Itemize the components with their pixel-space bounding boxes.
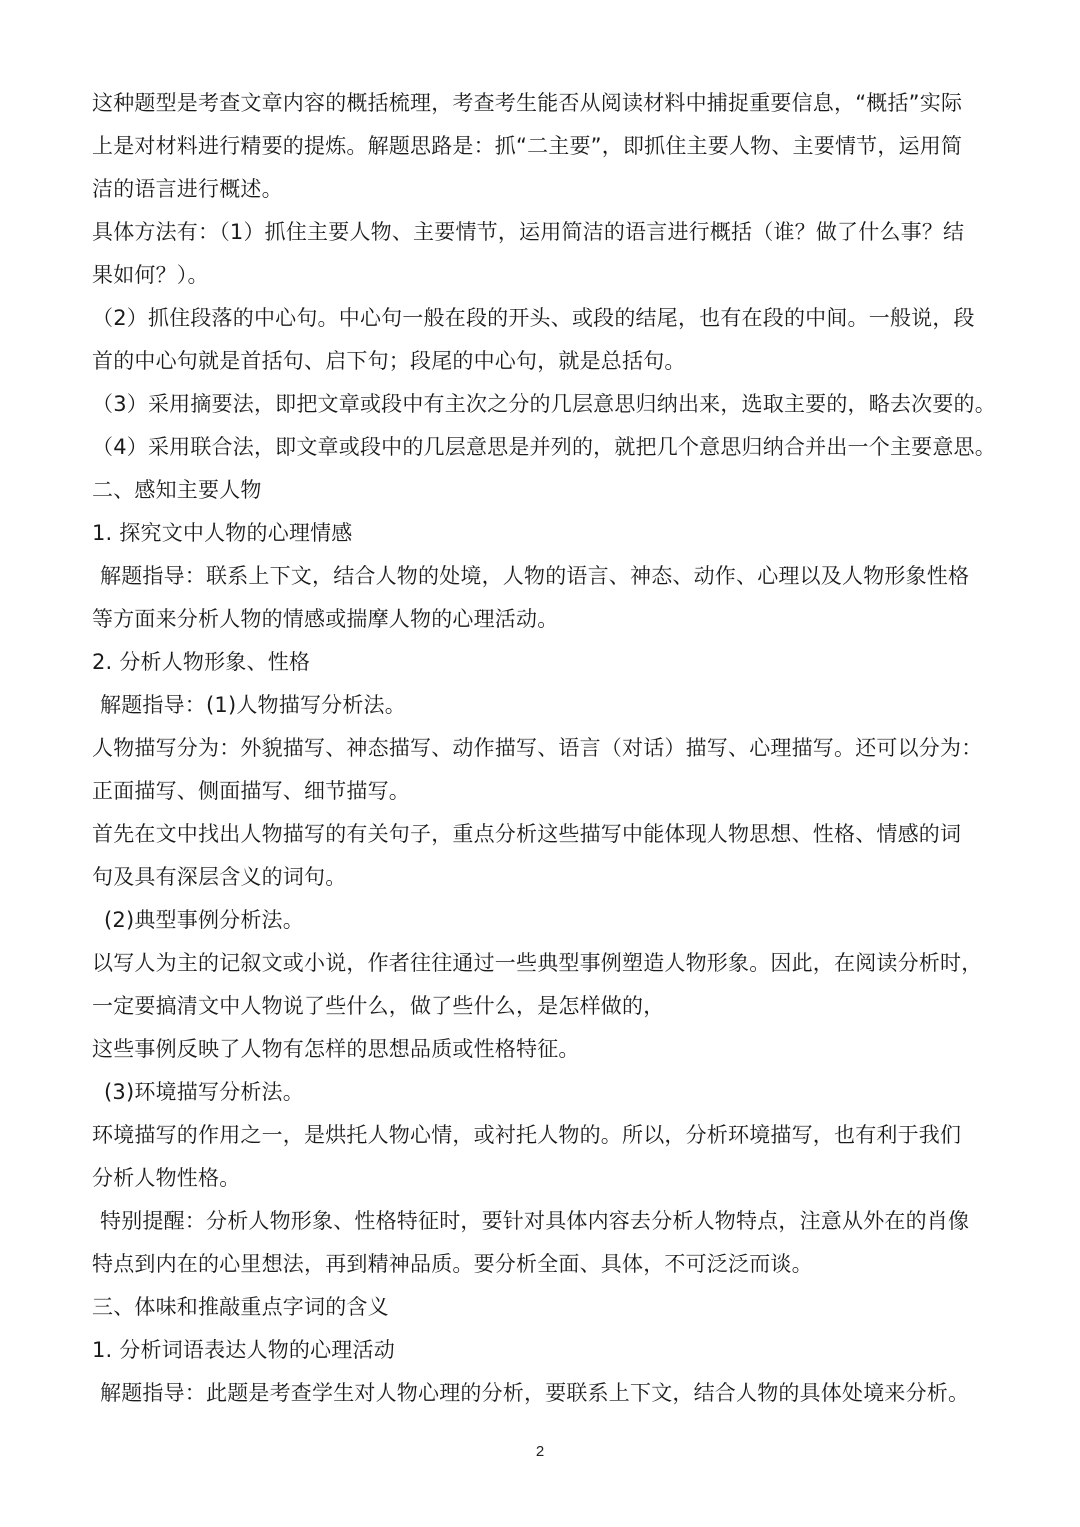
paragraph-line: （4）采用联合法，即文章或段中的几层意思是并列的，就把几个意思归纳合并出一个主要意思。 <box>92 435 996 459</box>
paragraph-line: 首先在文中找出人物描写的有关句子，重点分析这些描写中能体现人物思想、性格、情感的词 <box>92 822 962 846</box>
paragraph-line: 解题指导：此题是考查学生对人物心理的分析，要联系上下文，结合人物的具体处境来分析。 <box>100 1381 970 1405</box>
paragraph-line: （3）采用摘要法，即把文章或段中有主次之分的几层意思归纳出来，选取主要的，略去次要的。 <box>92 392 996 416</box>
section-heading: 二、感知主要人物 <box>92 478 262 502</box>
paragraph-line: 分析人物性格。 <box>92 1166 241 1190</box>
section-heading: 三、体味和推敲重点字词的含义 <box>92 1295 389 1319</box>
subsection-heading: 1. 分析词语表达人物的心理活动 <box>92 1338 395 1362</box>
paragraph-line: 特别提醒：分析人物形象、性格特征时，要针对具体内容去分析人物特点，注意从外在的肖像 <box>100 1209 970 1233</box>
paragraph-line: 以写人为主的记叙文或小说，作者往往通过一些典型事例塑造人物形象。因此，在阅读分析时， <box>92 951 983 975</box>
paragraph-line: (3)环境描写分析法。 <box>104 1080 304 1104</box>
paragraph-line: 果如何？）。 <box>92 263 209 287</box>
paragraph-line: 等方面来分析人物的情感或揣摩人物的心理活动。 <box>92 607 559 631</box>
paragraph-line: 上是对材料进行精要的提炼。解题思路是：抓“二主要”，即抓住主要人物、主要情节，运用简 <box>92 134 963 158</box>
document-body <box>92 82 996 1415</box>
paragraph-line: 人物描写分为：外貌描写、神态描写、动作描写、语言（对话）描写、心理描写。还可以分为： <box>92 736 983 760</box>
paragraph-line: 一定要搞清文中人物说了些什么，做了些什么，是怎样做的， <box>92 994 665 1018</box>
paragraph-line: 首的中心句就是首括句、启下句；段尾的中心句，就是总括句。 <box>92 349 686 373</box>
paragraph-line: (2)典型事例分析法。 <box>104 908 304 932</box>
page-number: 2 <box>535 1443 545 1460</box>
paragraph-line: 解题指导：(1)人物描写分析法。 <box>100 693 406 717</box>
paragraph-line: 这种题型是考查文章内容的概括梳理，考查考生能否从阅读材料中捕捉重要信息，“概括”实际 <box>92 91 963 115</box>
subsection-heading: 1. 探究文中人物的心理情感 <box>92 521 353 545</box>
paragraph-line: （2）抓住段落的中心句。中心句一般在段的开头、或段的结尾，也有在段的中间。一般说，段 <box>92 306 975 330</box>
subsection-heading: 2. 分析人物形象、性格 <box>92 650 311 674</box>
paragraph-line: 解题指导：联系上下文，结合人物的处境，人物的语言、神态、动作、心理以及人物形象性格 <box>100 564 970 588</box>
paragraph-line: 具体方法有：（1）抓住主要人物、主要情节，运用简洁的语言进行概括（谁？做了什么事？结 <box>92 220 965 244</box>
paragraph-line: 正面描写、侧面描写、细节描写。 <box>92 779 410 803</box>
paragraph-line: 洁的语言进行概述。 <box>92 177 283 201</box>
paragraph-line: 特点到内在的心里想法，再到精神品质。要分析全面、具体，不可泛泛而谈。 <box>92 1252 813 1276</box>
paragraph-line: 环境描写的作用之一，是烘托人物心情，或衬托人物的。所以，分析环境描写，也有利于我们 <box>92 1123 962 1147</box>
paragraph-line: 这些事例反映了人物有怎样的思想品质或性格特征。 <box>92 1037 580 1061</box>
paragraph-line: 句及具有深层含义的词句。 <box>92 865 347 889</box>
